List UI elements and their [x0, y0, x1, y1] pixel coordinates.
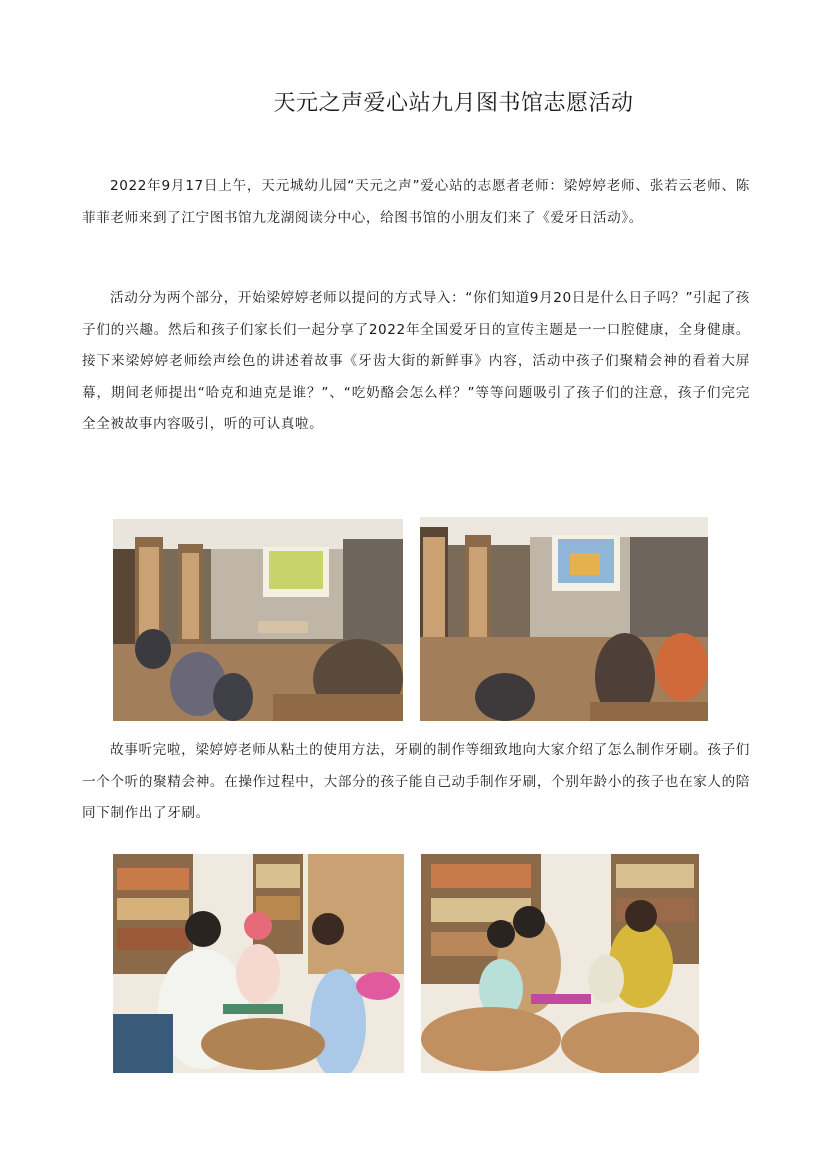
paragraph-activity: 活动分为两个部分，开始梁婷婷老师以提问的方式导入：“你们知道9月20日是什么日子吗？”引起了孩子们的兴趣。然后和孩子们家长们一起分享了2022年全国爱牙日的宣传主题是一一口腔健康，全身健康。接下来梁婷婷老师绘声绘色的讲述着故事《牙齿大街的新鲜事》内容，活动中孩子们聚精会神的看着大屏幕，期间老师提出“哈克和迪克是谁？”、“吃奶酪会怎么样？”等等问题吸引了孩子们的注意，孩子们完完全全被故事内容吸引，听的可认真啦。 [82, 290, 750, 432]
photo-crafting-right [421, 854, 699, 1073]
paragraph-intro: 2022年9月17日上午，天元城幼儿园“天元之声”爱心站的志愿者老师：梁婷婷老师、张若云老师、陈菲菲老师来到了江宁图书馆九龙湖阅读分中心，给图书馆的小朋友们来了《爱牙日活动》。 [82, 178, 750, 226]
photo-lecture-left [113, 519, 403, 721]
paragraph-toothbrush: 故事听完啦，梁婷婷老师从粘土的使用方法，牙刷的制作等细致地向大家介绍了怎么制作牙刷。孩子们一个个听的聚精会神。在操作过程中，大部分的孩子能自己动手制作牙刷，个别年龄小的孩子也在家人的陪同下制作出了牙刷。 [82, 742, 750, 821]
page-title: 天元之声爱心站九月图书馆志愿活动 [273, 91, 634, 116]
photo-crafting-left [113, 854, 404, 1073]
photo-lecture-right [420, 517, 708, 721]
